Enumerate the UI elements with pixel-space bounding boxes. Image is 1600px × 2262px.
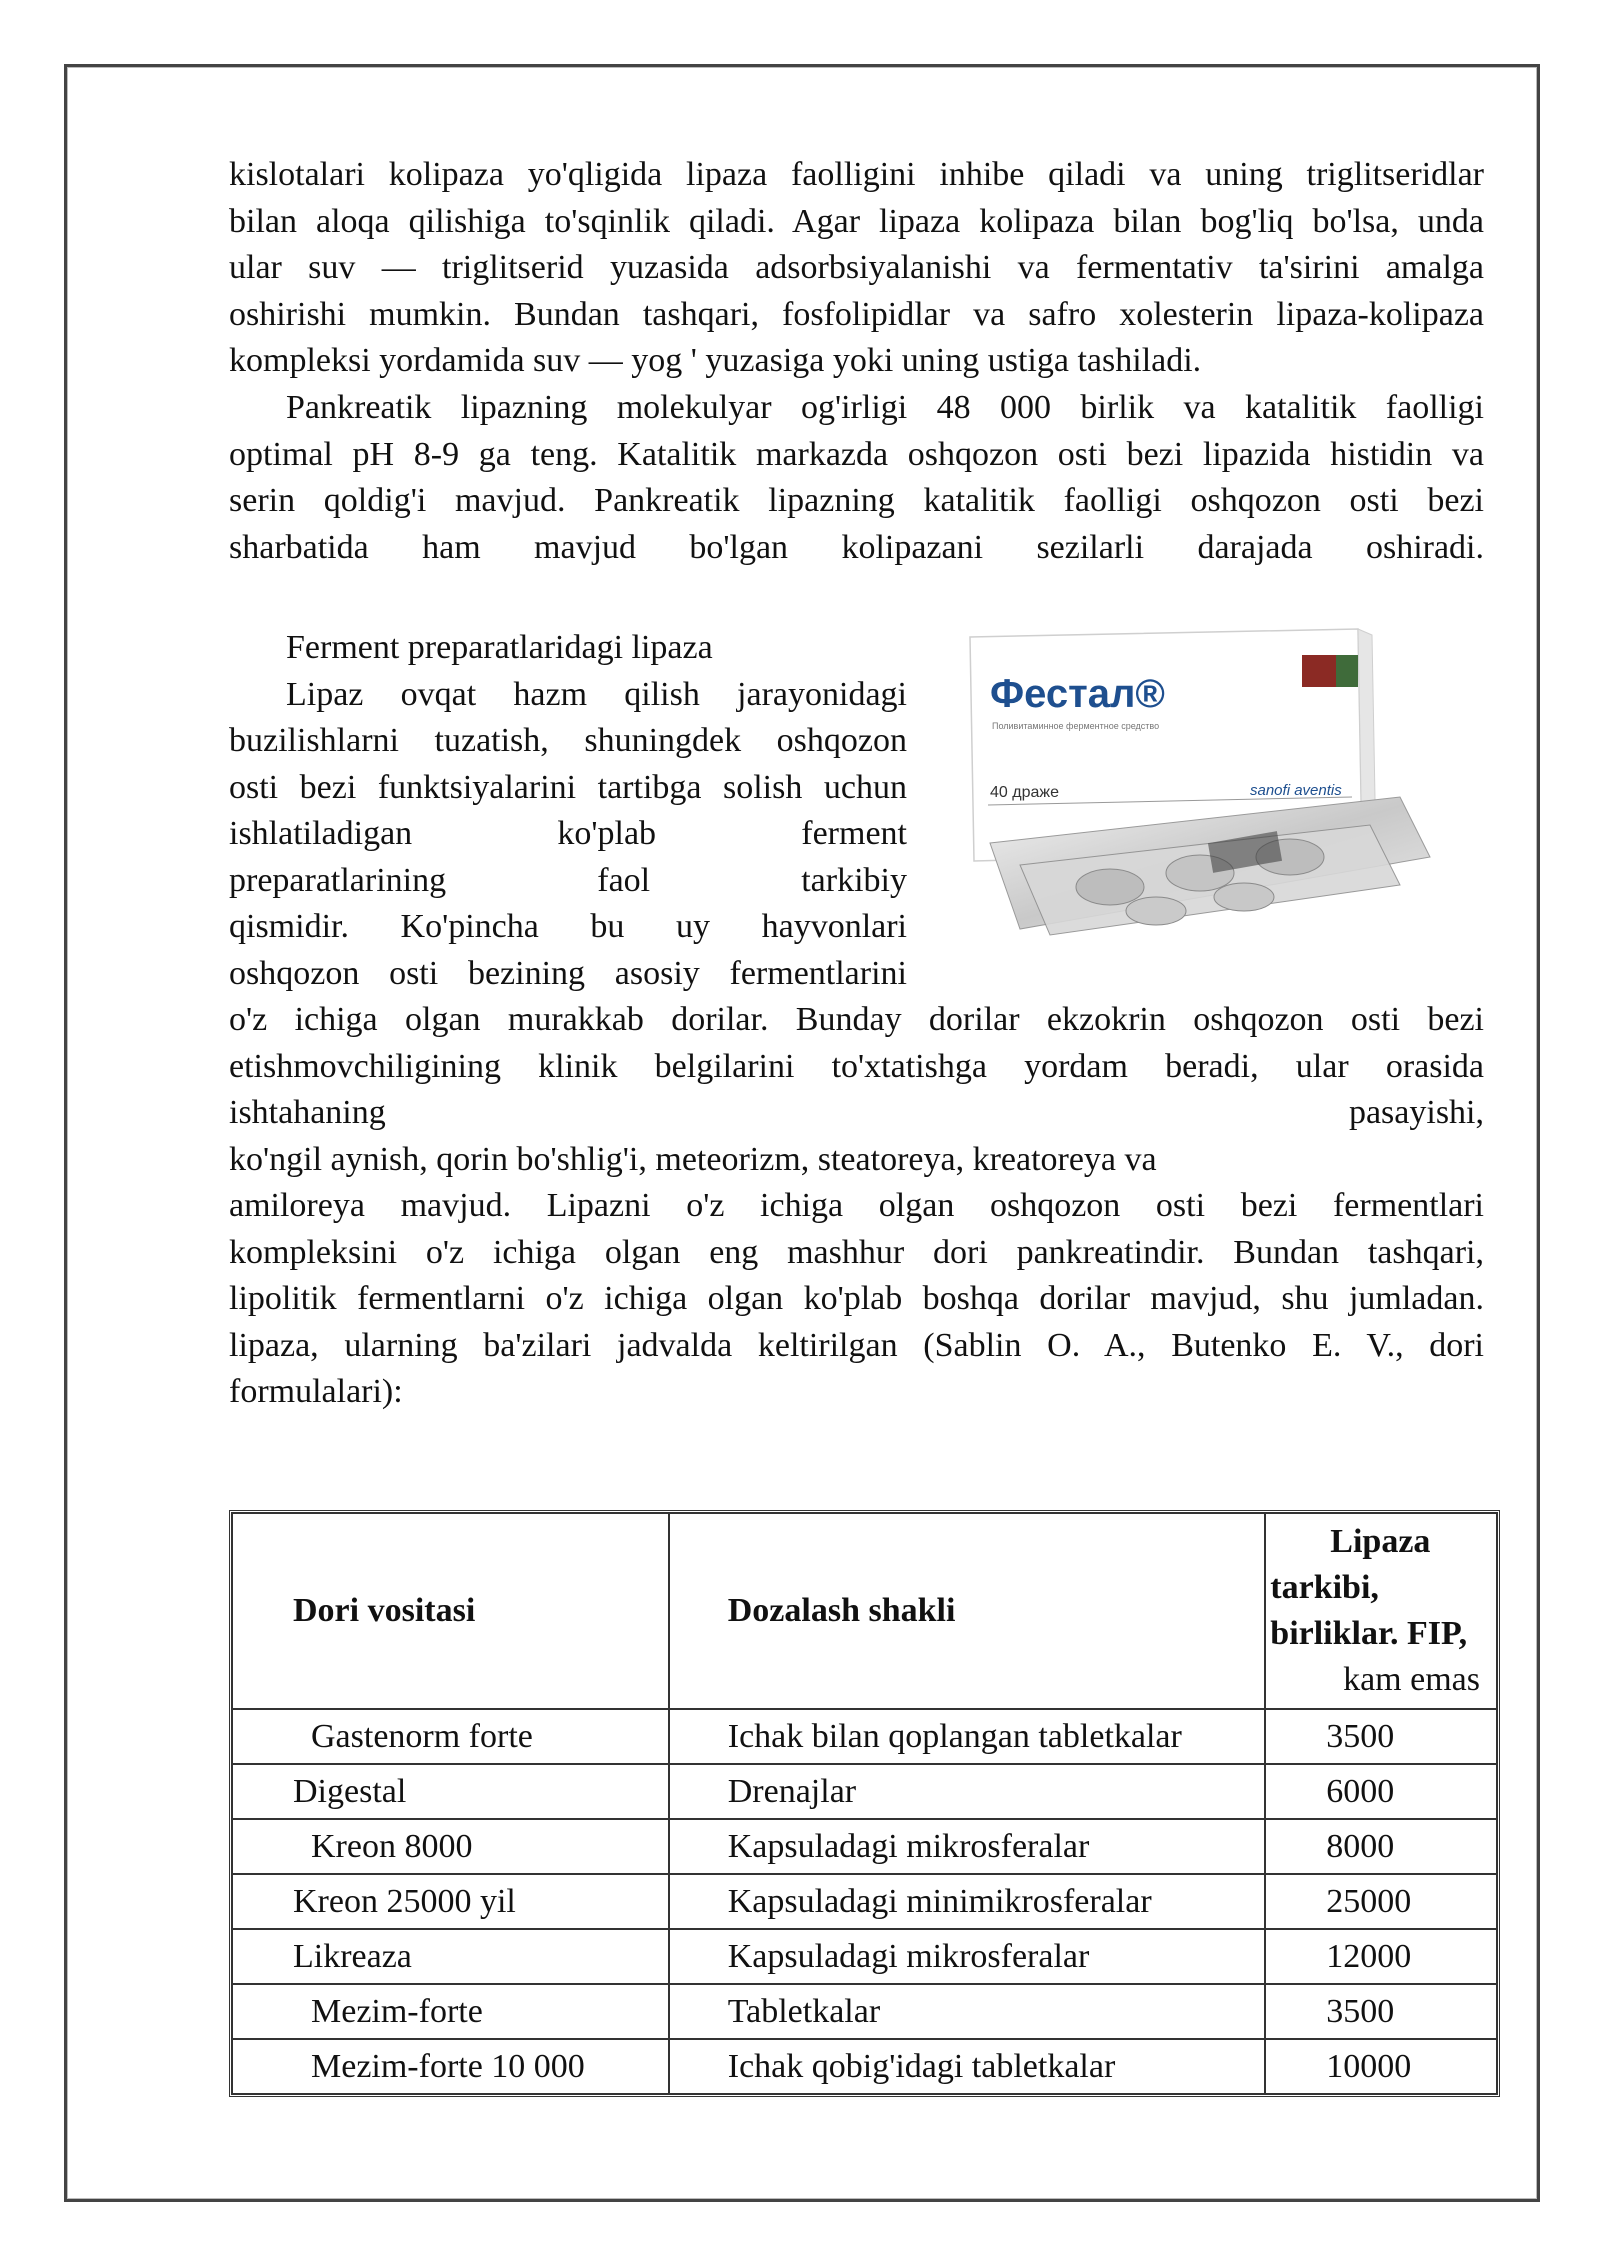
header-lipase-line2: tarkibi, (1270, 1569, 1379, 1606)
section-heading: Ferment preparatlaridagi lipaza (286, 629, 713, 666)
text-line: ular suv — triglitserid yuzasida adsorbsiyalanishi va fermentativ ta'sirini amalga (229, 249, 1484, 286)
cell-drug: Likreaza (232, 1929, 669, 1984)
table-row (232, 1764, 1497, 1819)
cell-drug: Gastenorm forte (232, 1709, 669, 1764)
text-line: osti bezi funktsiyalarini tartibga solish uchun (229, 768, 907, 806)
text-line: optimal pH 8-9 ga teng. Katalitik markazda oshqozon osti bezi lipazida histidin va (229, 435, 1484, 473)
cell-units: 12000 (1265, 1929, 1497, 1984)
cell-units: 6000 (1265, 1764, 1497, 1819)
table-header-row (232, 1513, 1497, 1709)
header-lipase-content (1265, 1513, 1497, 1709)
text-line: kompleksi yordamida suv — yog ' yuzasiga yoki uning ustiga tashiladi. (229, 342, 1202, 379)
text-line: sharbatida ham mavjud bo'lgan kolipazani sezilarli darajada oshiradi. (229, 528, 1484, 566)
text-line: oshqozon osti bezining asosiy fermentlarini (229, 954, 907, 992)
text-line: bilan aloqa qilishiga to'sqinlik qiladi. Agar lipaza kolipaza bilan bog'liq bo'lsa, unda (229, 202, 1484, 240)
cell-units: 3500 (1265, 1709, 1497, 1764)
text-line: Lipaz ovqat hazm qilish jarayonidagi (286, 675, 907, 713)
cell-drug: Kreon 25000 yil (232, 1874, 669, 1929)
box-count: 40 драже (990, 784, 1059, 801)
paragraph-enzyme-drugs (229, 997, 1484, 1416)
cell-form: Kapsuladagi mikrosferalar (669, 1819, 1266, 1874)
header-dosage-form: Dozalash shakli (669, 1513, 1266, 1709)
header-lipase-line4: kam emas (1343, 1661, 1480, 1698)
festal-product-image (960, 625, 1460, 945)
maker-logo: sanofi aventis (1250, 782, 1342, 799)
box-red-stripe (1302, 655, 1336, 687)
text-line: serin qoldig'i mavjud. Pankreatik lipazning katalitik faolligi oshqozon osti bezi (229, 482, 1484, 519)
text-line: qismidir. Ko'pincha bu uy hayvonlari (229, 908, 907, 945)
cell-units: 10000 (1265, 2039, 1497, 2094)
table-row (232, 1819, 1497, 1874)
cell-form: Tabletkalar (669, 1984, 1266, 2039)
cell-drug: Digestal (232, 1764, 669, 1819)
cell-drug: Mezim-forte 10 000 (232, 2039, 669, 2094)
text-line: ko'ngil aynish, qorin bo'shlig'i, meteorizm, steatoreya, kreatoreya va (229, 1140, 1157, 1178)
brand-subtitle: Поливитаминное ферментное средство (992, 721, 1160, 731)
text-line: o'z ichiga olgan murakkab dorilar. Bunday dorilar ekzokrin oshqozon osti bezi (229, 1001, 1484, 1038)
table-row (232, 1874, 1497, 1929)
cell-drug: Kreon 8000 (232, 1819, 669, 1874)
text-line: lipolitik fermentlarni o'z ichiga olgan ko'plab boshqa dorilar mavjud, shu jumladan. (229, 1280, 1484, 1317)
cell-form: Ichak qobig'idagi tabletkalar (669, 2039, 1266, 2094)
brand-name: Фестал® (990, 672, 1165, 716)
text-line: preparatlarining faol tarkibiy (229, 861, 907, 899)
table-row (232, 1709, 1497, 1764)
cell-units: 8000 (1265, 1819, 1497, 1874)
text-line: ishtahaning pasayishi, (229, 1094, 1484, 1131)
paragraph-lipase-colipase (229, 152, 1484, 385)
table-row (232, 1984, 1497, 2039)
cell-form: Ichak bilan qoplangan tabletkalar (669, 1709, 1266, 1764)
cell-units: 25000 (1265, 1874, 1497, 1929)
text-line: buzilishlarni tuzatish, shuningdek oshqozon (229, 722, 907, 759)
text-line: Pankreatik lipazning molekulyar og'irligi 48 000 birlik va katalitik faolligi (286, 389, 1484, 426)
cell-drug: Mezim-forte (232, 1984, 669, 2039)
lipase-drugs-table (229, 1510, 1500, 2097)
text-line: amiloreya mavjud. Lipazni o'z ichiga olgan oshqozon osti bezi fermentlari (229, 1187, 1484, 1224)
text-line: kompleksini o'z ichiga olgan eng mashhur dori pankreatindir. Bundan tashqari, (229, 1233, 1484, 1271)
header-lipase-line3: birliklar. FIP, (1270, 1615, 1468, 1652)
cell-units: 3500 (1265, 1984, 1497, 2039)
cell-form: Kapsuladagi mikrosferalar (669, 1929, 1266, 1984)
cell-form: Drenajlar (669, 1764, 1266, 1819)
text-line: formulalari): (229, 1373, 403, 1410)
section-left-column (229, 625, 907, 997)
text-line: oshirishi mumkin. Bundan tashqari, fosfolipidlar va safro xolesterin lipaza-kolipaza (229, 295, 1484, 333)
table-row (232, 2039, 1497, 2094)
text-line: kislotalari kolipaza yo'qligida lipaza faolligini inhibe qiladi va uning triglitseridlar (229, 156, 1484, 193)
box-green-stripe (1336, 655, 1358, 687)
table-row (232, 1929, 1497, 1984)
text-line: ishlatiladigan ko'plab ferment (229, 815, 907, 852)
paragraph-pancreatic-lipase (229, 385, 1484, 571)
cell-form: Kapsuladagi minimikrosferalar (669, 1874, 1266, 1929)
text-line: lipaza, ularning ba'zilari jadvalda keltirilgan (Sablin O. A., Butenko E. V., dori (229, 1326, 1484, 1364)
text-line: etishmovchiligining klinik belgilarini to'xtatishga yordam beradi, ular orasida (229, 1047, 1484, 1085)
header-drug: Dori vositasi (232, 1513, 669, 1709)
header-lipase-line1: Lipaza (1330, 1523, 1431, 1560)
